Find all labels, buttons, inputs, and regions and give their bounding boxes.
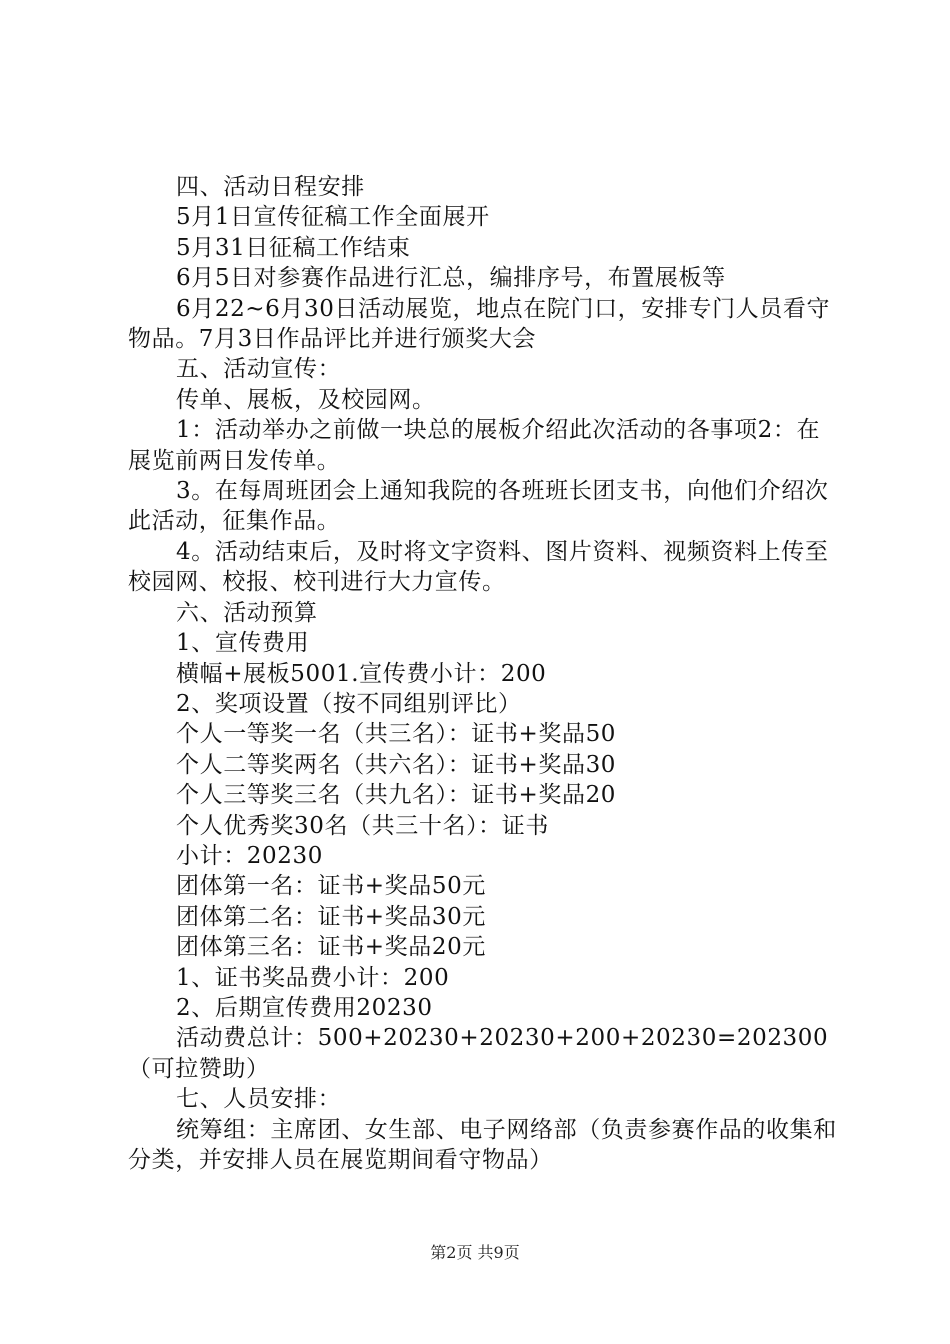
publicity-item: 4。活动结束后，及时将文字资料、图片资料、视频资料上传至校园网、校报、校刊进行大力宣传。 (128, 538, 829, 596)
section-heading-staffing: 七、人员安排： (176, 1086, 342, 1113)
section-heading-schedule: 四、活动日程安排 (176, 174, 365, 200)
publicity-item: 1：活动举办之前做一块总的展板介绍此次活动的各事项2：在展览前两日发传单。 (128, 417, 821, 474)
budget-item: 1、证书奖品费小计：200 (176, 964, 450, 991)
budget-item: 2、后期宣传费用20230 (176, 994, 433, 1021)
publicity-item: 3。在每周班团会上通知我院的各班班长团支书，向他们介绍次此活动，征集作品。 (128, 478, 829, 535)
budget-item: 团体第三名：证书+奖品20元 (176, 934, 486, 961)
budget-total: 活动费总计：500+20230+20230+200+20230=202300（可拉赞助） (128, 1025, 829, 1082)
budget-item: 团体第一名：证书+奖品50元 (176, 873, 486, 900)
budget-item: 个人优秀奖30名（共三十名）：证书 (176, 812, 549, 839)
section-heading-publicity: 五、活动宣传： (176, 356, 342, 383)
budget-item: 1、宣传费用 (176, 630, 310, 657)
budget-item: 横幅+展板5001.宣传费小计：200 (176, 660, 547, 687)
page-number-footer: 第2页 共9页 (430, 1243, 520, 1262)
budget-item: 个人二等奖两名（共六名）：证书+奖品30 (176, 751, 617, 778)
section-heading-budget: 六、活动预算 (176, 599, 318, 626)
budget-item: 个人一等奖一名（共三名）：证书+奖品50 (176, 721, 617, 748)
schedule-item: 6月5日对参赛作品进行汇总，编排序号，布置展板等 (176, 265, 726, 292)
publicity-item: 传单、展板，及校园网。 (176, 386, 436, 413)
schedule-item: 5月31日征稿工作结束 (176, 234, 411, 261)
budget-item: 个人三等奖三名（共九名）：证书+奖品20 (176, 782, 617, 809)
schedule-item: 5月1日宣传征稿工作全面展开 (176, 204, 490, 231)
schedule-item: 6月22~6月30日活动展览，地点在院门口，安排专门人员看守物品。7月3日作品评比并进行颁奖大会 (128, 295, 831, 353)
budget-item: 小计：20230 (176, 842, 323, 869)
document-body (128, 172, 840, 1175)
budget-item: 2、奖项设置（按不同组别评比） (176, 690, 522, 717)
budget-item: 团体第二名：证书+奖品30元 (176, 903, 486, 930)
staffing-item: 统筹组：主席团、女生部、电子网络部（负责参赛作品的收集和分类，并安排人员在展览期间看守物品） (128, 1116, 837, 1173)
